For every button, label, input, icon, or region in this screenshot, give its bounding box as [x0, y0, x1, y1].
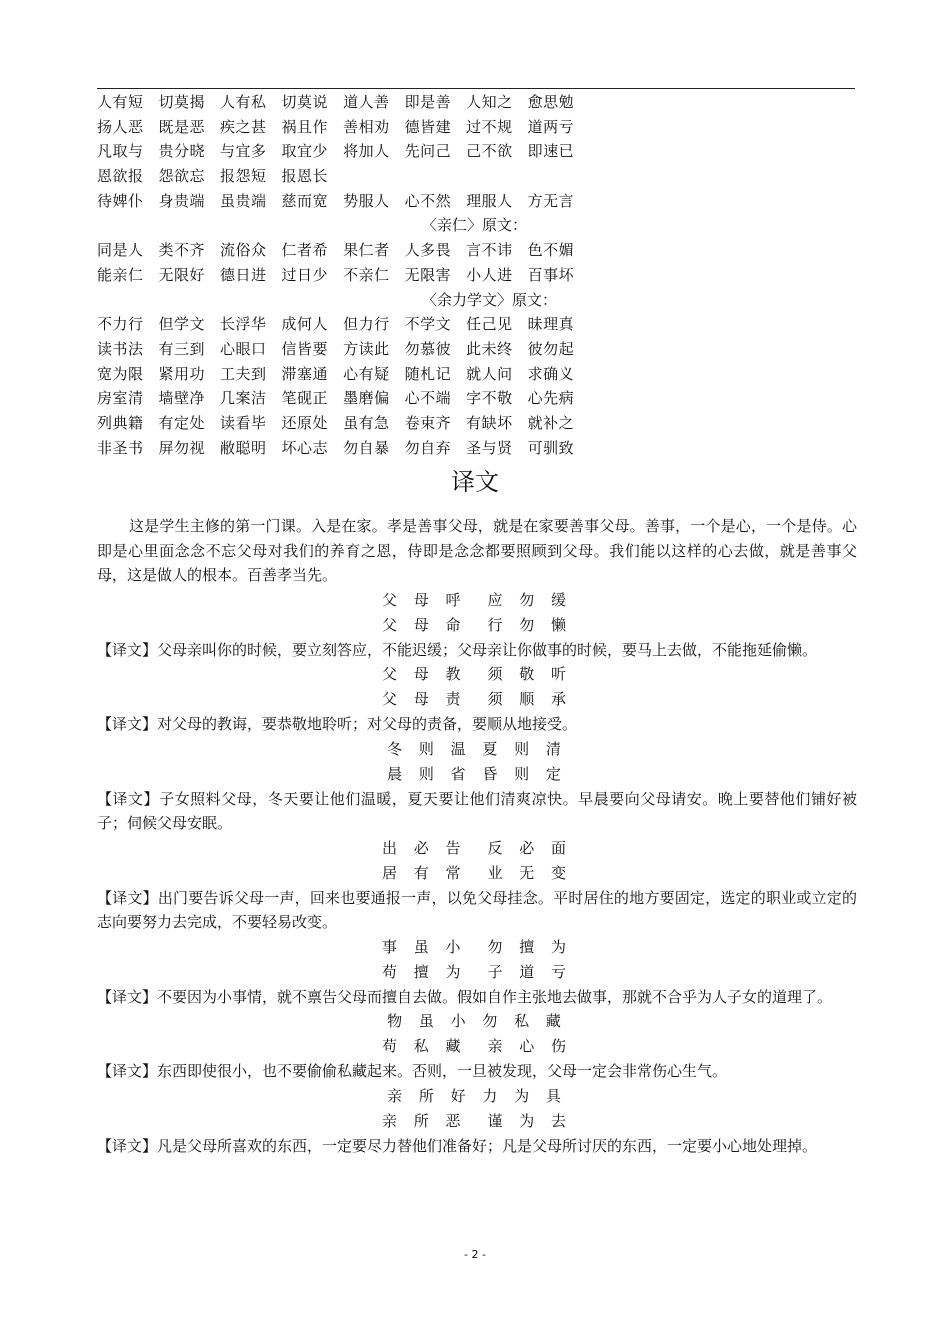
verse-phrase: 但学文: [158, 315, 206, 334]
verse-row: [97, 189, 857, 214]
verse-phrase: 有定处: [158, 413, 206, 432]
verse-line: 物 虽 小 勿 私 藏: [387, 1012, 567, 1030]
translation-section: [97, 514, 857, 1158]
verse-phrase: 但力行: [343, 315, 390, 334]
verse-phrase: 流俗众: [220, 241, 267, 260]
translation-note: 【译文】子女照料父母，冬天要让他们温暖，夏天要让他们清爽凉快。早晨要向父母请安。晚上要替他们铺好被子；伺候父母安眠。: [97, 789, 857, 832]
translation-note: 【译文】东西即使很小，也不要偷偷私藏起来。否则，一旦被发现，父母一定会非常伤心生气。: [97, 1062, 728, 1080]
verse-phrase: 列典籍: [97, 413, 144, 432]
verse-phrase: 祸且作: [281, 117, 329, 136]
verse-phrase: 就补之: [527, 413, 575, 432]
verse-phrase: 方读此: [343, 339, 390, 358]
verse-line: 亲 所 恶 谨 为 去: [381, 1111, 573, 1130]
header-rule: [97, 88, 855, 89]
verse-row: [97, 337, 857, 362]
verse-phrase: 房室清: [97, 389, 144, 408]
verse-phrase: 人有短: [97, 93, 144, 111]
verse-phrase: 读看毕: [220, 413, 267, 432]
verse-phrase: 字不敬: [466, 389, 513, 408]
verse-phrase: 道人善: [343, 93, 390, 111]
verse-phrase: 色不媚: [527, 241, 575, 260]
verse-phrase: 任己见: [466, 315, 513, 334]
verse-row: [97, 139, 857, 164]
verse-phrase: 心先病: [527, 389, 575, 408]
verse-row: [97, 411, 857, 436]
verse-line: 亲 所 好 力 为 具: [387, 1086, 567, 1105]
verse-phrase: 仁者希: [281, 241, 329, 260]
verse-row: [97, 115, 857, 140]
verse-phrase: 疾之甚: [220, 117, 267, 136]
verse-phrase: 道两亏: [527, 117, 575, 136]
verse-phrase: 方无言: [527, 191, 575, 210]
verse-phrase: 切莫揭: [158, 93, 206, 111]
verse-phrase: 紧用功: [158, 364, 206, 383]
verse-line: 父 母 呼 应 勿 缓: [381, 590, 573, 609]
verse-phrase: 即是善: [404, 93, 452, 111]
translation-heading: 译文: [451, 468, 499, 496]
verse-phrase: 无限好: [158, 265, 206, 284]
verse-phrase: 心不然: [404, 191, 452, 210]
verse-phrase: 敝聪明: [220, 438, 267, 457]
section-title-yuli: 〈余力学文〉原文：: [422, 290, 558, 309]
verse-phrase: 慈而宽: [281, 191, 329, 210]
verse-phrase: 求确义: [527, 364, 575, 383]
verse-phrase: 心眼口: [220, 339, 267, 358]
verse-phrase: 德日进: [220, 265, 267, 284]
verse-phrase: 百事坏: [527, 265, 575, 284]
verse-phrase: 墨磨偏: [343, 389, 390, 408]
verse-phrase: 圣与贤: [466, 438, 513, 457]
verse-phrase: 随札记: [404, 364, 452, 383]
verse-phrase: 彼勿起: [527, 339, 575, 358]
verse-row: [97, 164, 857, 189]
verse-phrase: 不亲仁: [343, 265, 390, 284]
verse-phrase: 无限害: [404, 265, 452, 284]
verse-phrase: 愈思勉: [527, 93, 575, 111]
translation-note: 【译文】不要因为小事情，就不禀告父母而擅自去做。假如自作主张地去做事，那就不合乎为人子女的道理了。: [97, 987, 833, 1006]
verse-phrase: 心不端: [404, 389, 452, 408]
translation-note: 【译文】凡是父母所喜欢的东西，一定要尽力替他们准备好；凡是父母所讨厌的东西，一定要小心地处理掉。: [97, 1136, 818, 1155]
verse-phrase: 虽有急: [343, 413, 390, 432]
translation-note: 【译文】对父母的教诲，要恭敬地聆听；对父母的责备，要顺从地接受。: [97, 715, 578, 733]
original-text-block: [97, 90, 857, 460]
verse-phrase: 非圣书: [97, 438, 144, 457]
verse-phrase: 虽贵端: [220, 191, 267, 210]
verse-phrase: 昧理真: [527, 315, 575, 334]
verse-row: [97, 312, 857, 337]
verse-phrase: 可驯致: [527, 438, 575, 457]
verse-phrase: 坏心志: [281, 438, 329, 457]
verse-phrase: 扬人恶: [97, 117, 144, 136]
verse-line: 苟 私 藏 亲 心 伤: [381, 1037, 573, 1055]
translation-note: 【译文】出门要告诉父母一声，回来也要通报一声，以免父母挂念。平时居住的地方要固定，选定的职业或立定的志向要努力去完成，不要轻易改变。: [97, 888, 857, 931]
verse-phrase: 过日少: [281, 265, 329, 284]
translation-note: 【译文】父母亲叫你的时候，要立刻答应，不能迟缓；父母亲让你做事的时候，要马上去做，不能拖延偷懒。: [97, 640, 818, 659]
verse-phrase: 类不齐: [158, 241, 206, 260]
intro-paragraph: 这是学生主修的第一门课。入是在家。孝是善事父母，就是在家要善事父母。善事，一个是心，一个是侍。心即是心里面念念不忘父母对我们的养育之恩，侍即是念念都要照顾到父母。我们能以这样的心去做，就是善事父母，这是做人的根本。百善孝当先。: [97, 517, 857, 584]
verse-phrase: 报恩长: [281, 167, 329, 186]
verse-phrase: 心有疑: [343, 364, 390, 383]
verse-phrase: 读书法: [97, 339, 144, 358]
verse-phrase: 切莫说: [281, 93, 329, 111]
verse-phrase: 不学文: [404, 315, 452, 334]
verse-phrase: 就人问: [466, 364, 513, 383]
verse-phrase: 滞塞通: [281, 364, 329, 383]
verse-row: [97, 263, 857, 288]
verse-line: 父 母 命 行 勿 懒: [381, 615, 573, 634]
verse-line: 父 母 责 须 顺 承: [381, 690, 573, 708]
verse-phrase: 长浮华: [220, 315, 267, 334]
verse-phrase: 人多畏: [404, 241, 452, 260]
verse-phrase: 勿自暴: [343, 438, 390, 457]
verse-phrase: 同是人: [97, 241, 144, 260]
verse-phrase: 果仁者: [343, 241, 390, 260]
verse-phrase: 与宜多: [220, 142, 267, 161]
verse-phrase: 还原处: [281, 413, 329, 432]
verse-phrase: 有三到: [158, 339, 206, 358]
verse-phrase: 善相劝: [343, 117, 390, 136]
verse-phrase: 即速已: [527, 142, 575, 161]
verse-phrase: 笔砚正: [281, 389, 329, 408]
verse-phrase: 几案洁: [220, 389, 267, 408]
verse-phrase: 不力行: [97, 315, 144, 334]
section-title-qinren: 〈亲仁〉原文：: [422, 216, 528, 235]
verse-phrase: 势服人: [343, 191, 390, 210]
verse-line: 晨 则 省 昏 则 定: [387, 764, 567, 783]
verse-line: 苟 擅 为 子 道 亏: [381, 962, 573, 981]
verse-row: [97, 436, 857, 461]
verse-line: 冬 则 温 夏 则 清: [387, 739, 567, 758]
verse-phrase: 小人进: [466, 265, 513, 284]
verse-phrase: 言不讳: [466, 241, 513, 260]
verse-phrase: 屏勿视: [158, 438, 206, 457]
verse-row: [97, 362, 857, 387]
verse-phrase: 人知之: [466, 93, 513, 111]
verse-line: 父 母 教 须 敬 听: [381, 665, 573, 683]
verse-phrase: 此未终: [466, 339, 513, 358]
verse-phrase: 贵分晓: [158, 142, 206, 161]
verse-phrase: 能亲仁: [97, 265, 144, 284]
verse-line: 居 有 常 业 无 变: [381, 863, 573, 882]
verse-line: 事 虽 小 勿 擅 为: [381, 937, 573, 956]
verse-phrase: 有缺坏: [466, 413, 513, 432]
verse-phrase: 怨欲忘: [158, 167, 206, 186]
verse-phrase: 待婢仆: [97, 191, 144, 210]
verse-phrase: 凡取与: [97, 142, 144, 161]
verse-phrase: 将加人: [343, 142, 390, 161]
verse-phrase: 理服人: [466, 191, 513, 210]
verse-phrase: 恩欲报: [97, 167, 144, 186]
verse-phrase: 既是恶: [158, 117, 206, 136]
verse-row: [97, 90, 857, 115]
verse-phrase: 勿自弃: [404, 438, 452, 457]
verse-phrase: 报怨短: [220, 167, 267, 186]
verse-phrase: 身贵端: [158, 191, 206, 210]
verse-phrase: 信皆要: [281, 339, 329, 358]
verse-phrase: 墙壁净: [158, 389, 206, 408]
verse-line: 出 必 告 反 必 面: [381, 838, 573, 857]
verse-phrase: 先问己: [404, 142, 452, 161]
verse-phrase: 过不规: [466, 117, 513, 136]
verse-row: [97, 386, 857, 411]
verse-phrase: 人有私: [220, 93, 267, 111]
verse-phrase: 取宜少: [281, 142, 329, 161]
page-number: - 2 -: [464, 1248, 486, 1261]
verse-phrase: 成何人: [281, 315, 329, 334]
verse-phrase: 工夫到: [220, 364, 267, 383]
verse-phrase: 德皆建: [404, 117, 452, 136]
verse-phrase: 宽为限: [97, 364, 144, 383]
verse-phrase: 己不欲: [466, 142, 513, 161]
verse-phrase: 勿慕彼: [404, 339, 452, 358]
verse-phrase: 卷束齐: [404, 413, 452, 432]
verse-row: [97, 238, 857, 263]
